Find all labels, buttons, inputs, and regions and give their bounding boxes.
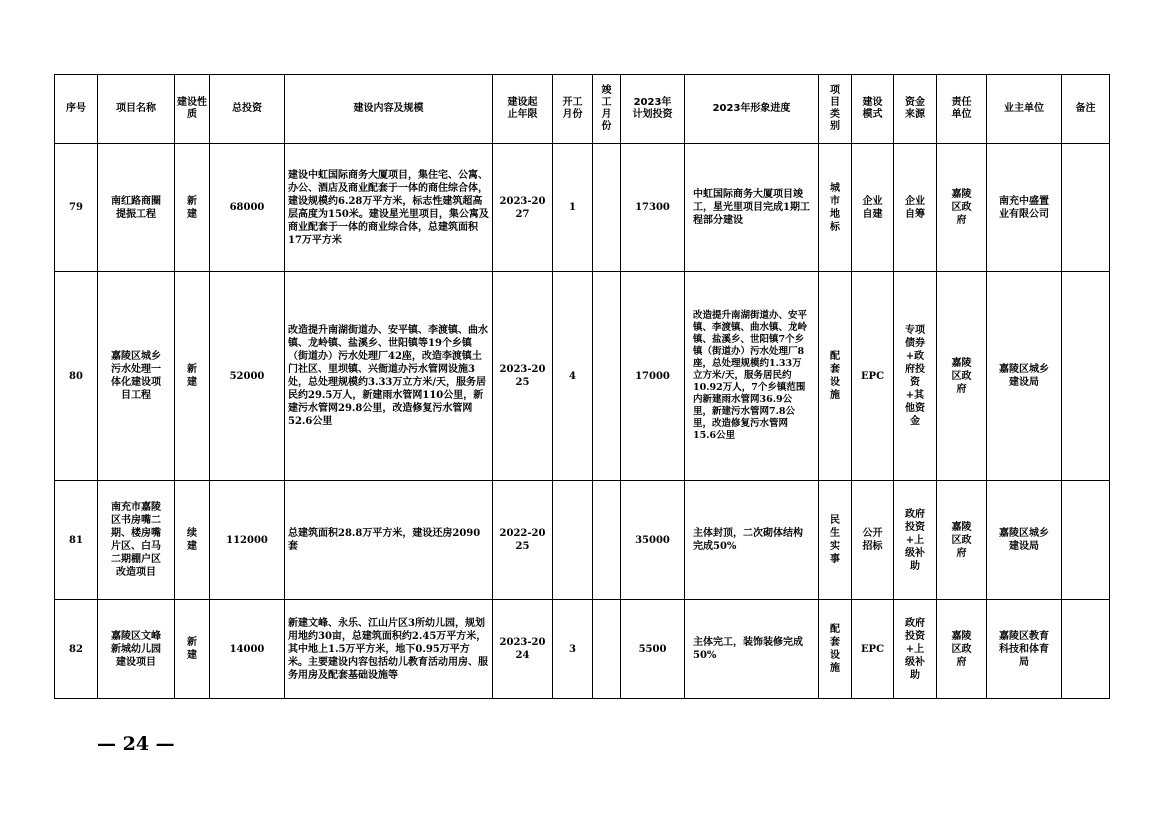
header-end: 竣工月份 — [593, 75, 621, 144]
cell-plan2023: 35000 — [621, 481, 685, 600]
header-mode: 建设模式 — [852, 75, 894, 144]
cell-fund: 政府投资+上级补助 — [894, 600, 937, 699]
cell-period: 2023-2027 — [493, 144, 553, 272]
cell-owner: 南充中盛置业有限公司 — [987, 144, 1062, 272]
cell-total: 112000 — [210, 481, 285, 600]
header-fund: 资金来源 — [894, 75, 937, 144]
cell-period: 2023-2024 — [493, 600, 553, 699]
cell-category: 民生实事 — [819, 481, 852, 600]
cell-owner: 嘉陵区城乡建设局 — [987, 481, 1062, 600]
cell-total: 52000 — [210, 272, 285, 481]
cell-nature: 新建 — [175, 272, 210, 481]
cell-note — [1062, 144, 1110, 272]
cell-end — [593, 144, 621, 272]
cell-end — [593, 600, 621, 699]
header-content: 建设内容及规模 — [285, 75, 493, 144]
table-row — [55, 600, 1110, 699]
header-resp: 责任单位 — [937, 75, 987, 144]
header-period: 建设起止年限 — [493, 75, 553, 144]
table-row — [55, 272, 1110, 481]
cell-mode: 企业自建 — [852, 144, 894, 272]
cell-mode: 公开招标 — [852, 481, 894, 600]
project-table — [54, 74, 1110, 699]
cell-end — [593, 272, 621, 481]
cell-nature: 新建 — [175, 600, 210, 699]
cell-category: 配套设施 — [819, 600, 852, 699]
table-row — [55, 481, 1110, 600]
cell-nature: 新建 — [175, 144, 210, 272]
cell-note — [1062, 600, 1110, 699]
cell-note — [1062, 272, 1110, 481]
cell-plan2023: 5500 — [621, 600, 685, 699]
cell-mode: EPC — [852, 272, 894, 481]
header-total: 总投资 — [210, 75, 285, 144]
cell-owner: 嘉陵区城乡建设局 — [987, 272, 1062, 481]
table-row — [55, 144, 1110, 272]
cell-progress: 主体完工，装饰装修完成50% — [685, 600, 819, 699]
cell-nature: 续建 — [175, 481, 210, 600]
cell-content: 建设中虹国际商务大厦项目，集住宅、公寓、办公、酒店及商业配套于一体的商住综合体，建设规模约6.28万平方米，标志性建筑超高层高度为150米。建设星光里项目，集公寓及商业配套于一体的商业综合体，总建筑面积17万平方米 — [285, 144, 493, 272]
cell-progress: 中虹国际商务大厦项目竣工，星光里项目完成1期工程部分建设 — [685, 144, 819, 272]
cell-resp: 嘉陵区政府 — [937, 272, 987, 481]
cell-plan2023: 17000 — [621, 272, 685, 481]
cell-fund: 政府投资+上级补助 — [894, 481, 937, 600]
header-name: 项目名称 — [98, 75, 175, 144]
header-category: 项目类别 — [819, 75, 852, 144]
cell-resp: 嘉陵区政府 — [937, 600, 987, 699]
cell-resp: 嘉陵区政府 — [937, 481, 987, 600]
header-no: 序号 — [55, 75, 98, 144]
cell-name: 南充市嘉陵区书房嘴二期、楼房嘴片区、白马二期棚户区改造项目 — [98, 481, 175, 600]
table-header-row — [55, 75, 1110, 144]
cell-no: 81 — [55, 481, 98, 600]
cell-name: 嘉陵区文峰新城幼儿园建设项目 — [98, 600, 175, 699]
cell-start — [553, 481, 593, 600]
cell-owner: 嘉陵区教育科技和体育局 — [987, 600, 1062, 699]
header-owner: 业主单位 — [987, 75, 1062, 144]
cell-start: 3 — [553, 600, 593, 699]
cell-start: 4 — [553, 272, 593, 481]
cell-category: 配套设施 — [819, 272, 852, 481]
cell-content: 新建文峰、永乐、江山片区3所幼儿园，规划用地约30亩，总建筑面积约2.45万平方米，其中地上1.5万平方米，地下0.95万平方米。主要建设内容包括幼儿教育活动用房、服务用房及配套基础设施等 — [285, 600, 493, 699]
page-number: — 24 — — [97, 733, 175, 755]
cell-total: 68000 — [210, 144, 285, 272]
cell-fund: 专项债券+政府投资+其他资金 — [894, 272, 937, 481]
cell-total: 14000 — [210, 600, 285, 699]
cell-no: 82 — [55, 600, 98, 699]
header-plan2023: 2023年计划投资 — [621, 75, 685, 144]
cell-resp: 嘉陵区政府 — [937, 144, 987, 272]
cell-note — [1062, 481, 1110, 600]
cell-period: 2022-2025 — [493, 481, 553, 600]
cell-plan2023: 17300 — [621, 144, 685, 272]
header-progress: 2023年形象进度 — [685, 75, 819, 144]
cell-end — [593, 481, 621, 600]
cell-mode: EPC — [852, 600, 894, 699]
cell-name: 南红路商圈提振工程 — [98, 144, 175, 272]
header-start: 开工月份 — [553, 75, 593, 144]
cell-progress: 改造提升南湖街道办、安平镇、李渡镇、曲水镇、龙岭镇、盐溪乡、世阳镇7个乡镇（街道办）污水处理厂8座，总处理规模约1.33万立方米/天，服务居民约10.92万人，7个乡镇范围内新建雨水管网36.9公里，新建污水管网7.8公里，改造修复污水管网15.6公里 — [685, 272, 819, 481]
header-note: 备注 — [1062, 75, 1110, 144]
cell-content: 改造提升南湖街道办、安平镇、李渡镇、曲水镇、龙岭镇、盐溪乡、世阳镇等19个乡镇（街道办）污水处理厂42座，改造李渡镇土门社区、里坝镇、兴衙道办污水管网设施3处，总处理规模约3.33万立方米/天，服务居民约29.5万人，新建雨水管网110公里，新建污水管网29.8公里，改造修复污水管网52.6公里 — [285, 272, 493, 481]
cell-no: 79 — [55, 144, 98, 272]
cell-no: 80 — [55, 272, 98, 481]
header-nature: 建设性质 — [175, 75, 210, 144]
cell-start: 1 — [553, 144, 593, 272]
cell-fund: 企业自筹 — [894, 144, 937, 272]
cell-name: 嘉陵区城乡污水处理一体化建设项目工程 — [98, 272, 175, 481]
cell-category: 城市地标 — [819, 144, 852, 272]
cell-content: 总建筑面积28.8万平方米，建设还房2090套 — [285, 481, 493, 600]
cell-period: 2023-2025 — [493, 272, 553, 481]
cell-progress: 主体封顶，二次砌体结构完成50% — [685, 481, 819, 600]
